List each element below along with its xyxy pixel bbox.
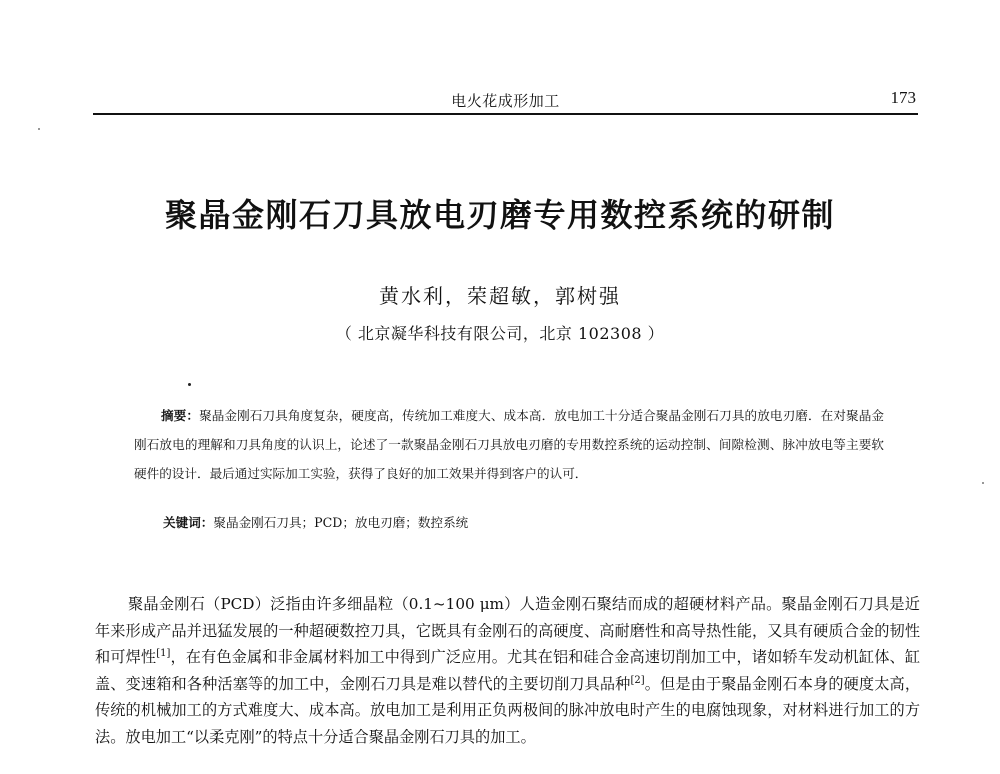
author-affiliation: （ 北京凝华科技有限公司，北京 102308 ） <box>335 324 665 343</box>
citation-1: [1] <box>156 648 171 660</box>
page-number: 173 <box>890 88 916 107</box>
running-header <box>93 86 918 116</box>
citation-2: [2] <box>630 674 645 686</box>
journal-section-title: 电火花成形加工 <box>451 92 560 110</box>
abstract-label: 摘要： <box>161 408 200 423</box>
abstract-text: 聚晶金刚石刀具角度复杂，硬度高，传统加工难度大、成本高．放电加工十分适合聚晶金刚石刀具的放电刃磨．在对聚晶金刚石放电的理解和刀具角度的认识上，论述了一款聚晶金刚石刀具放电刃磨的专用数控系统的运动控制、间隙检测、脉冲放电等主要软硬件的设计．最后通过实际加工实验，获得了良好的加工效果并得到客户的认可． <box>134 408 885 481</box>
header-rule <box>93 113 918 115</box>
body-text-part-2: ，在有色金属和非金属材料加工中得到广泛应用。尤其在铝和硅合金高速切削加工中，诸如轿车发动机缸体、缸盖、变速箱和各种活塞等的加工中，金刚石刀具是难以替代的主要切削刀具品种 <box>95 648 921 693</box>
scan-speck <box>188 383 191 386</box>
body-paragraph <box>95 591 920 751</box>
abstract <box>134 402 884 488</box>
body-text-part-3: 。但是由于聚晶金刚石本身的硬度太高，传统的机械加工的方式难度大、成本高。放电加工是利用正负两极间的脉冲放电时产生的电腐蚀现象，对材料进行加工的方法。放电加工“以柔克刚”的特点十分适合聚晶金刚石刀具的加工。 <box>95 674 921 746</box>
keywords-label: 关键词： <box>163 515 214 530</box>
body-text-part-1: 聚晶金刚石（PCD）泛指由许多细晶粒（0.1~100 μm）人造金刚石聚结而成的超硬材料产品。聚晶金刚石刀具是近年来形成产品并迅猛发展的一种超硬数控刀具，它既具有金刚石的高硬度、高耐磨性和高导热性能，又具有硬质合金的韧性和可焊性 <box>95 595 920 667</box>
keywords <box>163 511 863 535</box>
paper-title: 聚晶金刚石刀具放电刃磨专用数控系统的研制 <box>164 196 835 234</box>
scan-speck <box>982 482 984 484</box>
author-list: 黄水利，荣超敏，郭树强 <box>379 284 621 308</box>
keywords-text: 聚晶金刚石刀具；PCD；放电刃磨；数控系统 <box>213 515 469 530</box>
scan-speck <box>38 128 40 130</box>
